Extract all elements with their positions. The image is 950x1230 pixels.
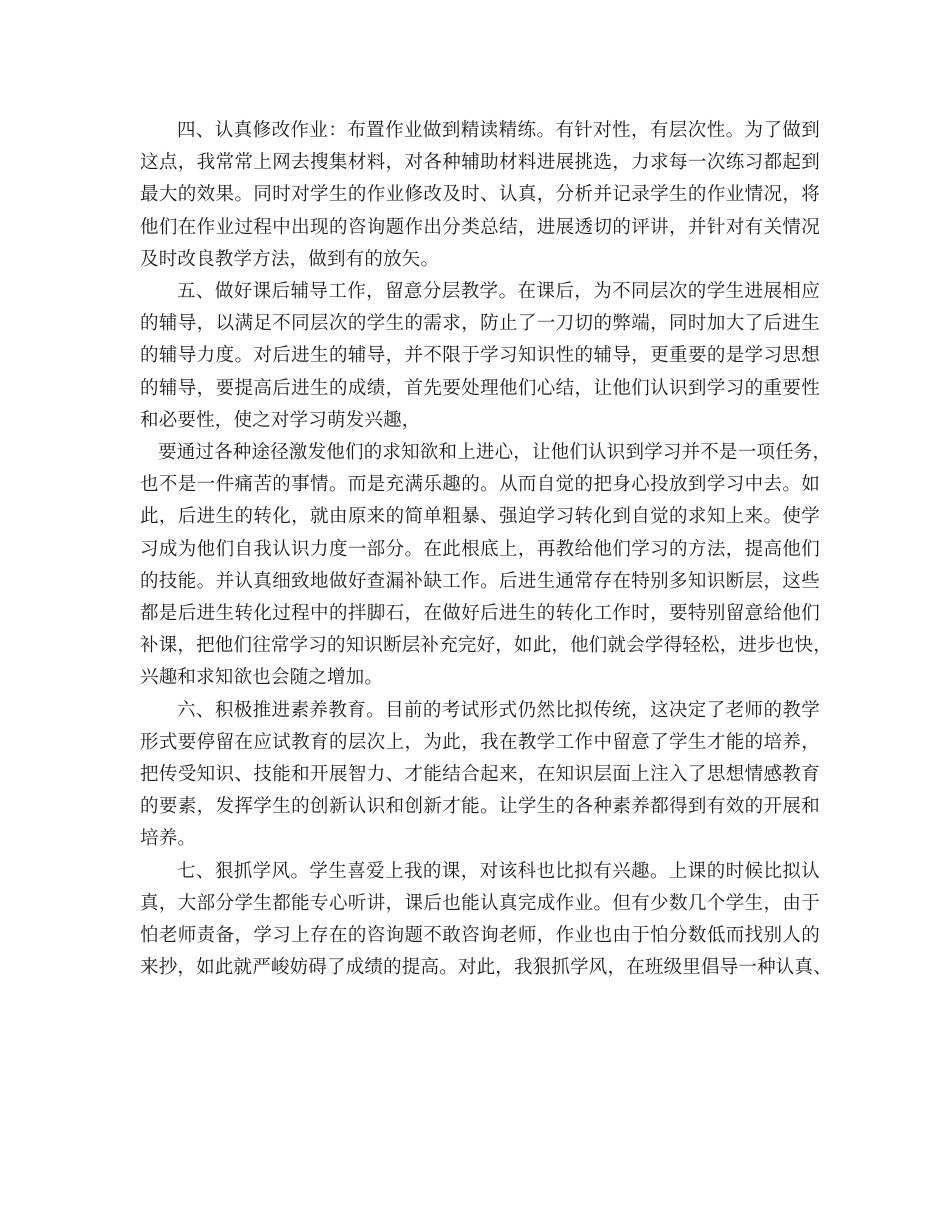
text-line: 真，大部分学生都能专心听讲，课后也能认真完成作业。但有少数几个学生，由于 xyxy=(140,892,820,914)
paragraph-quality-education xyxy=(140,695,820,856)
text-line: 来抄，如此就严峻妨碍了成绩的提高。对此，我狠抓学风，在班级里倡导一种认真、 xyxy=(140,957,832,979)
text-line: 七、狠抓学风。学生喜爱上我的课，对该科也比拟有兴趣。上课的时候比拟认 xyxy=(177,860,820,882)
text-line: 最大的效果。同时对学生的作业修改及时、认真，分析并记录学生的作业情况，将 xyxy=(140,184,820,206)
paragraph-study-discipline xyxy=(140,856,832,985)
text-line: 和必要性，使之对学习萌发兴趣， xyxy=(140,409,421,431)
text-line: 五、做好课后辅导工作，留意分层教学。在课后，为不同层次的学生进展相应 xyxy=(177,281,820,303)
paragraph-motivation xyxy=(140,437,832,695)
text-line: 形式要停留在应试教育的层次上，为此，我在教学工作中留意了学生才能的培养， xyxy=(140,731,820,753)
text-line: 四、认真修改作业：布置作业做到精读精练。有针对性，有层次性。为了做到 xyxy=(177,120,820,141)
paragraph-tutoring xyxy=(140,276,820,437)
text-line: 怕老师责备，学习上存在的咨询题不敢咨询老师，作业也由于怕分数低而找别人的 xyxy=(140,925,820,947)
document-body xyxy=(140,115,832,984)
text-line: 的要素，发挥学生的创新认识和创新才能。让学生的各种素养都得到有效的开展和 xyxy=(140,796,820,818)
text-line: 都是后进生转化过程中的拌脚石，在做好后进生的转化工作时，要特别留意给他们 xyxy=(140,603,820,625)
text-line: 的辅导力度。对后进生的辅导，并不限于学习知识性的辅导，更重要的是学习思想 xyxy=(140,345,820,367)
text-line: 他们在作业过程中出现的咨询题作出分类总结，进展透切的评讲，并针对有关情况 xyxy=(140,216,820,238)
text-line: 补课，把他们往常学习的知识断层补充完好，如此，他们就会学得轻松，进步也快， xyxy=(140,635,832,657)
paragraph-homework xyxy=(140,115,820,276)
text-line: 要通过各种途径激发他们的求知欲和上进心，让他们认识到学习并不是一项任务， xyxy=(158,442,832,464)
text-line: 的辅导，要提高后进生的成绩，首先要处理他们心结，让他们认识到学习的重要性 xyxy=(140,377,820,399)
text-line: 习成为他们自我认识力度一部分。在此根底上，再教给他们学习的方法，提高他们 xyxy=(140,538,820,560)
text-line: 的辅导，以满足不同层次的学生的需求，防止了一刀切的弊端，同时加大了后进生 xyxy=(140,313,820,335)
text-line: 培养。 xyxy=(140,828,197,850)
text-line: 把传受知识、技能和开展智力、才能结合起来，在知识层面上注入了思想情感教育 xyxy=(140,764,820,786)
text-line: 也不是一件痛苦的事情。而是充满乐趣的。从而自觉的把身心投放到学习中去。如 xyxy=(140,474,820,496)
text-line: 这点，我常常上网去搜集材料，对各种辅助材料进展挑选，力求每一次练习都起到 xyxy=(140,152,820,174)
text-line: 的技能。并认真细致地做好查漏补缺工作。后进生通常存在特别多知识断层，这些 xyxy=(140,570,820,592)
text-line: 此，后进生的转化，就由原来的简单粗暴、强迫学习转化到自觉的求知上来。使学 xyxy=(140,506,820,528)
text-line: 六、积极推进素养教育。目前的考试形式仍然比拟传统，这决定了老师的教学 xyxy=(177,699,820,721)
text-line: 兴趣和求知欲也会随之增加。 xyxy=(140,667,384,689)
text-line: 及时改良教学方法，做到有的放矢。 xyxy=(140,248,440,270)
